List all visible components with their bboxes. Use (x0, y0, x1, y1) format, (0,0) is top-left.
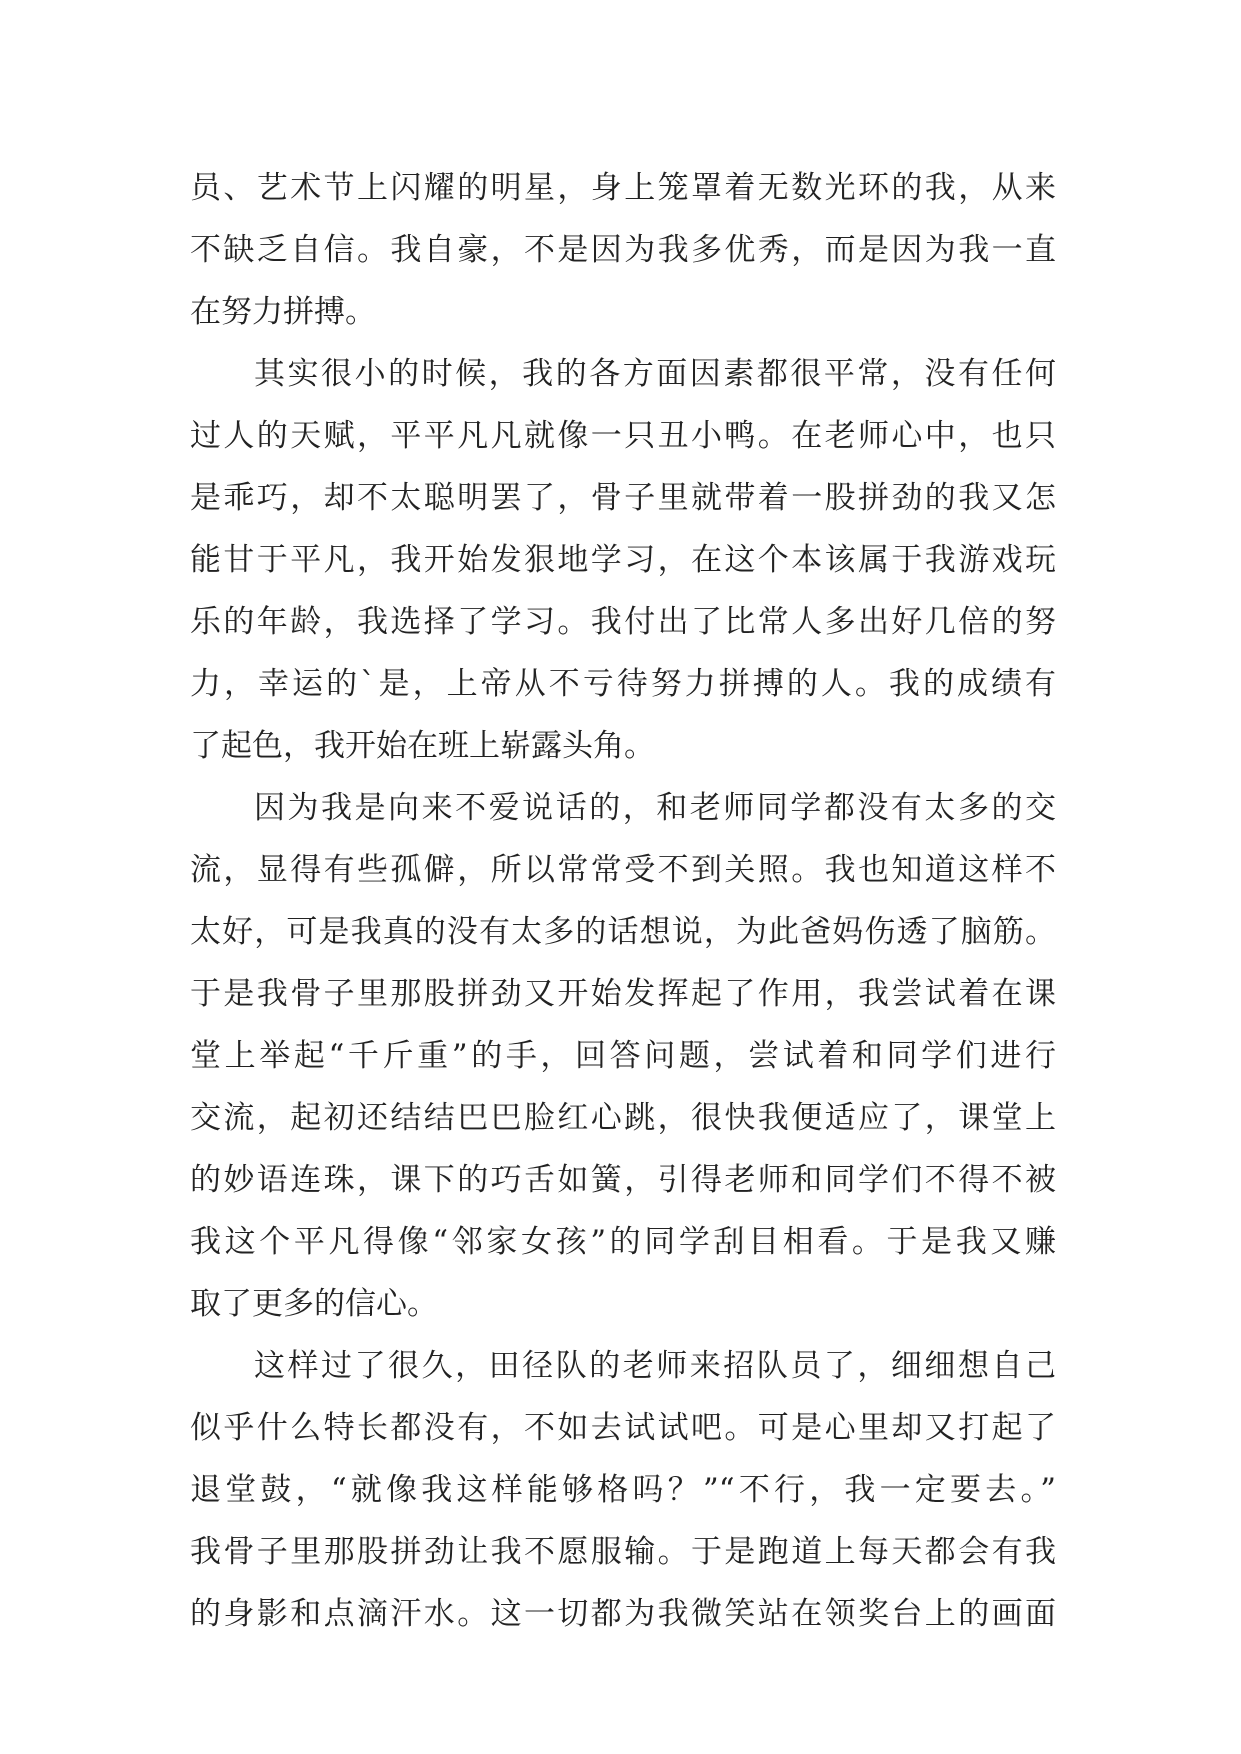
paragraph (190, 157, 1056, 343)
text-line: 了起色，我开始在班上崭露头角。 (190, 728, 655, 764)
text-line: 流，显得有些孤僻，所以常常受不到关照。我也知道这样不 (190, 852, 1056, 888)
text-line: 力，幸运的`是，上帝从不亏待努力拼搏的人。我的成绩有 (190, 666, 1056, 702)
text-line: 其实很小的时候，我的各方面因素都很平常，没有任何 (254, 356, 1056, 392)
text-line: 在努力拼搏。 (190, 294, 376, 330)
text-line: 似乎什么特长都没有，不如去试试吧。可是心里却又打起了 (190, 1410, 1056, 1446)
text-line: 于是我骨子里那股拼劲又开始发挥起了作用，我尝试着在课 (190, 976, 1056, 1012)
text-line: 堂上举起“千斤重”的手，回答问题，尝试着和同学们进行 (190, 1038, 1056, 1074)
text-line: 的妙语连珠，课下的巧舌如簧，引得老师和同学们不得不被 (190, 1162, 1056, 1198)
text-line: 我这个平凡得像“邻家女孩”的同学刮目相看。于是我又赚 (190, 1224, 1056, 1260)
text-line: 这样过了很久，田径队的老师来招队员了，细细想自己 (254, 1348, 1056, 1384)
text-line: 过人的天赋，平平凡凡就像一只丑小鸭。在老师心中，也只 (190, 418, 1056, 454)
text-line: 是乖巧，却不太聪明罢了，骨子里就带着一股拼劲的我又怎 (190, 480, 1056, 516)
text-line: 退堂鼓，“就像我这样能够格吗？”“不行，我一定要去。” (190, 1472, 1056, 1508)
text-line: 员、艺术节上闪耀的明星，身上笼罩着无数光环的我，从来 (190, 170, 1056, 206)
paragraph (190, 1335, 1056, 1645)
text-line: 太好，可是我真的没有太多的话想说，为此爸妈伤透了脑筋。 (190, 914, 1056, 950)
essay-body (190, 157, 1056, 1645)
text-line: 交流，起初还结结巴巴脸红心跳，很快我便适应了，课堂上 (190, 1100, 1056, 1136)
text-line: 的身影和点滴汗水。这一切都为我微笑站在领奖台上的画面 (190, 1596, 1056, 1632)
text-line: 能甘于平凡，我开始发狠地学习，在这个本该属于我游戏玩 (190, 542, 1056, 578)
text-line: 因为我是向来不爱说话的，和老师同学都没有太多的交 (254, 790, 1056, 826)
paragraph (190, 343, 1056, 777)
text-line: 我骨子里那股拼劲让我不愿服输。于是跑道上每天都会有我 (190, 1534, 1056, 1570)
paragraph (190, 777, 1056, 1335)
text-line: 乐的年龄，我选择了学习。我付出了比常人多出好几倍的努 (190, 604, 1056, 640)
text-line: 取了更多的信心。 (190, 1286, 438, 1322)
text-line: 不缺乏自信。我自豪，不是因为我多优秀，而是因为我一直 (190, 232, 1056, 268)
